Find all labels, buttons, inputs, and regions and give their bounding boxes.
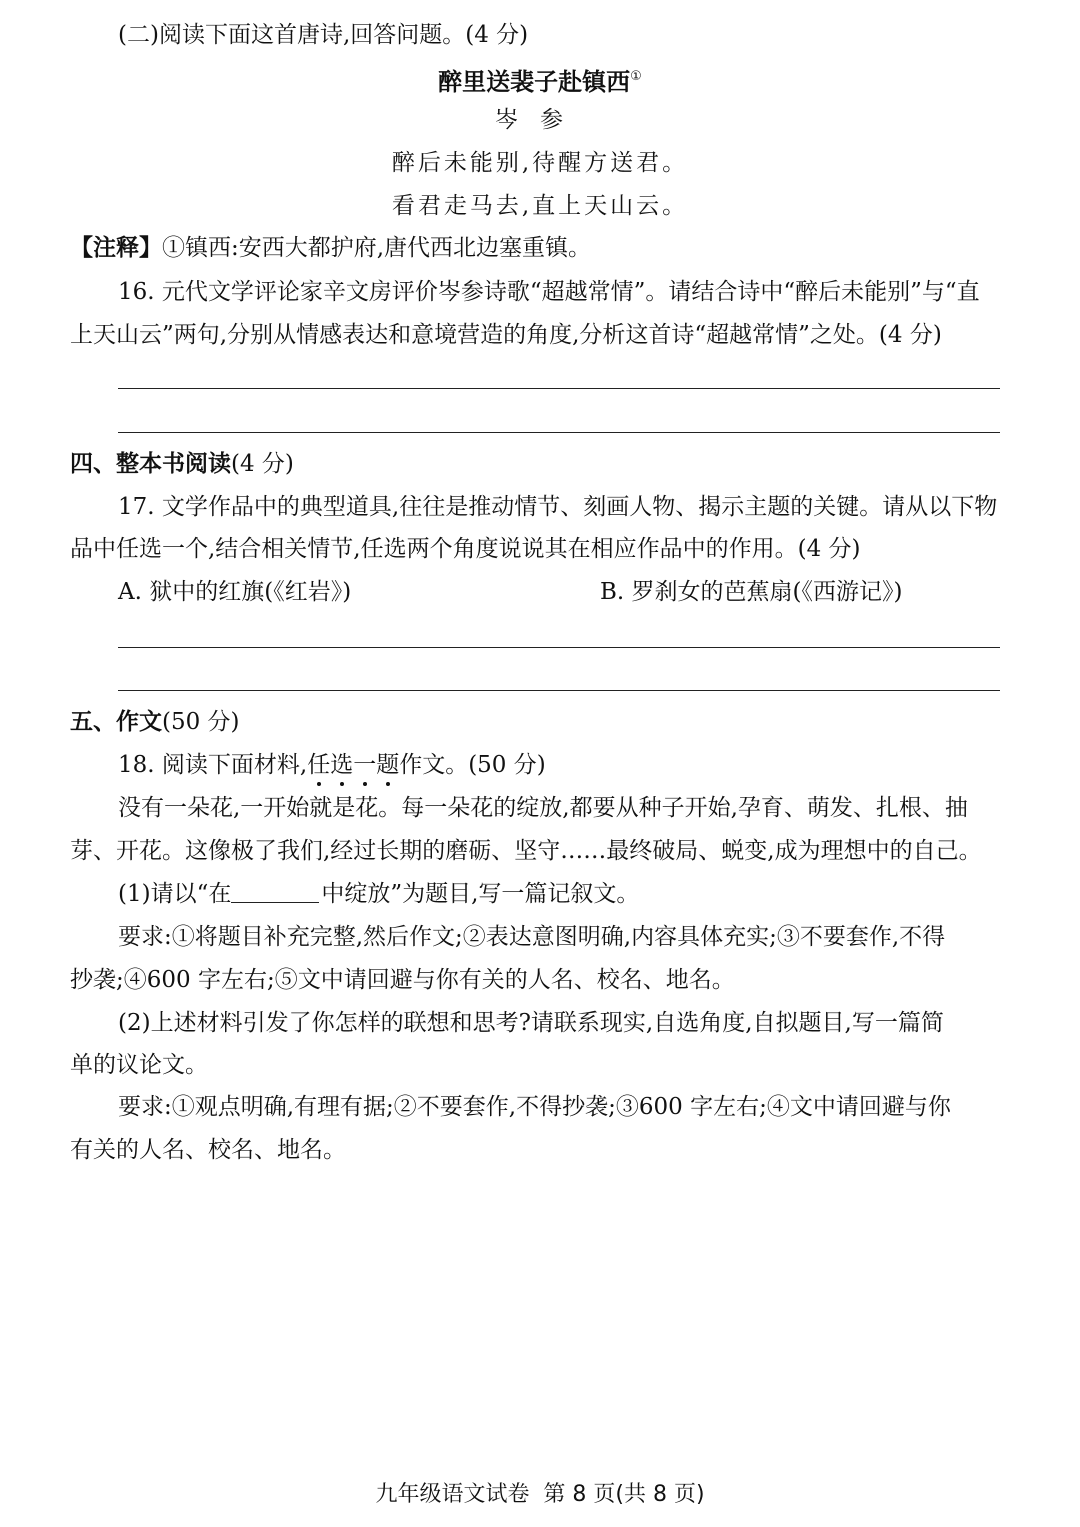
section-2-heading: (二)阅读下面这首唐诗,回答问题。(4 分) bbox=[118, 22, 529, 48]
answer-line-q17-1 bbox=[118, 647, 1000, 648]
answer-line-q16-1 bbox=[118, 388, 1000, 389]
section-4-score: (4 分) bbox=[231, 451, 294, 477]
poem-title-text: 醉里送裴子赴镇西 bbox=[438, 68, 631, 96]
section-5-score: (50 分) bbox=[162, 709, 240, 735]
topic-2-line-2: 单的议论文。 bbox=[70, 1052, 208, 1078]
answer-line-q17-2 bbox=[118, 690, 1000, 691]
section-5-heading bbox=[70, 707, 240, 737]
requirement-2-line-2: 有关的人名、校名、地名。 bbox=[70, 1137, 346, 1163]
section-4-heading bbox=[70, 449, 294, 479]
poem-annotation bbox=[70, 233, 591, 263]
emphasis-char: 一 bbox=[353, 752, 377, 778]
poem-author: 岑参 bbox=[495, 107, 585, 133]
topic-1-suffix: 中绽放”为题目,写一篇记叙文。 bbox=[321, 881, 640, 907]
question-16-line-2: 上天山云”两句,分别从情感表达和意境营造的角度,分析这首诗“超越常情”之处。(4 分) bbox=[70, 322, 942, 348]
material-line-1: 没有一朵花,一开始就是花。每一朵花的绽放,都要从种子开始,孕育、萌发、扎根、抽 bbox=[118, 795, 968, 821]
question-17-line-2: 品中任选一个,结合相关情节,任选两个角度说说其在相应作品中的作用。(4 分) bbox=[70, 536, 861, 562]
poem-title bbox=[0, 62, 1080, 97]
section-4-title: 四、整本书阅读 bbox=[70, 451, 231, 477]
annotation-label: 【注释】 bbox=[70, 234, 162, 261]
requirement-2-line-1: 要求:①观点明确,有理有据;②不要套作,不得抄袭;③600 字左右;④文中请回避与你 bbox=[118, 1094, 951, 1120]
title-blank bbox=[231, 880, 319, 903]
question-16-line-1: 16. 元代文学评论家辛文房评价岑参诗歌“超越常情”。请结合诗中“醉后未能别”与“直 bbox=[118, 279, 980, 305]
requirement-1-line-1: 要求:①将题目补充完整,然后作文;②表达意图明确,内容具体充实;③不要套作,不得 bbox=[118, 924, 946, 950]
question-18 bbox=[118, 750, 546, 780]
question-18-suffix: 作文。(50 分) bbox=[399, 752, 546, 778]
topic-1 bbox=[118, 879, 639, 909]
question-17-option-b: B. 罗刹女的芭蕉扇(《西游记》) bbox=[600, 579, 903, 605]
topic-1-prefix: (1)请以“在 bbox=[118, 881, 232, 907]
page-footer: 九年级语文试卷 第 8 页(共 8 页) bbox=[375, 1482, 705, 1507]
requirement-1-line-2: 抄袭;④600 字左右;⑤文中请回避与你有关的人名、校名、地名。 bbox=[70, 967, 735, 993]
poem-line-2: 看君走马去,直上天山云。 bbox=[391, 193, 689, 219]
question-18-prefix: 18. 阅读下面材料, bbox=[118, 752, 308, 778]
emphasis-char: 题 bbox=[376, 752, 400, 778]
annotation-text: ①镇西:安西大都护府,唐代西北边塞重镇。 bbox=[162, 235, 592, 261]
answer-line-q16-2 bbox=[118, 432, 1000, 433]
topic-2-line-1: (2)上述材料引发了你怎样的联想和思考?请联系现实,自选角度,自拟题目,写一篇简 bbox=[118, 1010, 944, 1036]
question-17-option-a: A. 狱中的红旗(《红岩》) bbox=[118, 579, 352, 605]
poem-line-1: 醉后未能别,待醒方送君。 bbox=[391, 150, 689, 176]
emphasis-char: 任 bbox=[307, 752, 331, 778]
emphasis-char: 选 bbox=[330, 752, 354, 778]
poem-note-mark: ① bbox=[630, 69, 642, 84]
question-17-line-1: 17. 文学作品中的典型道具,往往是推动情节、刻画人物、揭示主题的关键。请从以下物 bbox=[118, 494, 998, 520]
material-line-2: 芽、开花。这像极了我们,经过长期的磨砺、坚守……最终破局、蜕变,成为理想中的自己。 bbox=[70, 838, 982, 864]
section-5-title: 五、作文 bbox=[70, 709, 162, 735]
